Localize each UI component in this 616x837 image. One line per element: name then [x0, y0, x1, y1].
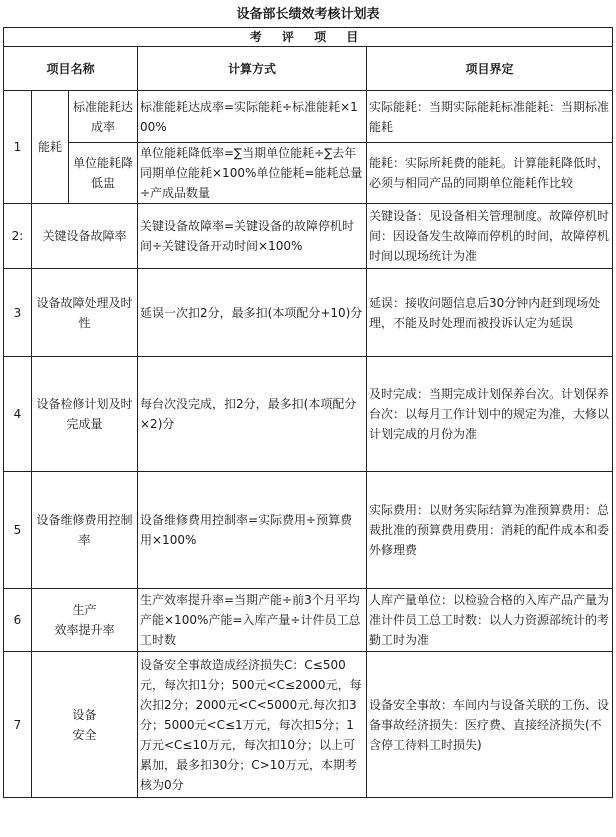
table-row — [4, 269, 613, 357]
row-definition: 设备安全事故：车间内与设备关联的工伤、设备事故经济损失：医疗费、直接经济损失(不含停工待料工时损失) — [367, 652, 613, 798]
header-calc-method: 计算方式 — [138, 47, 367, 91]
row-definition: 延误：接收问题信息后30分钟内赶到现场处理，不能及时处理而被投诉认定为延误 — [367, 269, 613, 357]
row-subname: 单位能耗降低盅 — [69, 143, 138, 204]
row-name-line: 安全 — [72, 727, 97, 742]
row-name: 关键设备故障率 — [32, 204, 138, 269]
row-calc: 设备维修费用控制率=实际费用÷预算费用×100% — [138, 472, 367, 589]
row-definition: 能耗：实际所耗费的能耗。计算能耗降低时，必须与相同产品的同期单位能耗作比较 — [367, 143, 613, 204]
row-definition: 实际能耗：当期实际能耗标准能耗：当期标准能耗 — [367, 91, 613, 143]
table-row — [4, 472, 613, 589]
row-number: 1 — [4, 91, 32, 204]
table-row — [4, 589, 613, 652]
table-row — [4, 357, 613, 472]
row-calc: 关键设备故障率=关键设备的故障停机时间÷关键设备开动时间×100% — [138, 204, 367, 269]
row-name-line: 生产 — [72, 603, 97, 617]
row-name-line: 效率提升率 — [54, 623, 115, 637]
row-calc: 延误一次扣2分，最多扣(本项配分+10)分 — [138, 269, 367, 357]
row-definition: 关键设备：见设备相关管理制度。故障停机时间：因设备发生故障而停机的时间，故障停机时间以现场统计为准 — [367, 204, 613, 269]
row-number: 4 — [4, 357, 32, 472]
header-definition: 项目界定 — [367, 47, 613, 91]
row-subname: 标准能耗达成率 — [69, 91, 138, 143]
group-header: 考 评 项 目 — [4, 28, 613, 47]
table-row — [4, 91, 613, 143]
assessment-table — [3, 27, 613, 798]
row-calc: 每台次没完成，扣2分，最多扣(本项配分×2)分 — [138, 357, 367, 472]
row-number: 3 — [4, 269, 32, 357]
row-name: 设备检修计划及时完成量 — [32, 357, 138, 472]
row-calc: 单位能耗降低率=∑当期单位能耗÷∑去年同期单位能耗×100%单位能耗=能耗总量÷产成品数量 — [138, 143, 367, 204]
row-name: 设备故障处理及时性 — [32, 269, 138, 357]
row-calc: 标准能耗达成率=实际能耗÷标准能耗×100% — [138, 91, 367, 143]
header-item-name: 项目名称 — [4, 47, 138, 91]
row-calc: 生产效率提升率=当期产能÷前3个月平均产能×100%产能=入库产量÷计件员工总工时数 — [138, 589, 367, 652]
row-definition: 及时完成：当期完成计划保养台次。计划保养台次：以每月工作计划中的规定为准，大修以计划完成的月份为准 — [367, 357, 613, 472]
row-name-line: 设备 — [72, 707, 97, 722]
row-definition: 实际费用：以财务实际结算为准预算费用：总裁批准的预算费用费用：消耗的配件成本和委外修理费 — [367, 472, 613, 589]
row-definition: 人库产量单位：以检验合格的入库产品产量为准计件员工总工时数：以人力资源部统计的考勤工时为准 — [367, 589, 613, 652]
table-row — [4, 204, 613, 269]
row-name: 能耗 — [32, 91, 69, 204]
row-number: 6 — [4, 589, 32, 652]
page-title: 设备部长绩效考核计划表 — [236, 7, 380, 22]
table-row — [4, 143, 613, 204]
row-name — [32, 652, 138, 798]
row-number: 2: — [4, 204, 32, 269]
row-number: 7 — [4, 652, 32, 798]
row-number: 5 — [4, 472, 32, 589]
row-calc: 设备安全事故造成经济损失C：C≤500元，每次扣1分；500元<C≤2000元，每次扣2分；2000元<C<5000元.每次扣3分；5000元<C≤1万元，每次扣5分；1万元<C≤10万元，每次扣10分；以上可累加，最多扣30分；C>10万元，本期考核为0分 — [138, 652, 367, 798]
row-name: 设备维修费用控制率 — [32, 472, 138, 589]
row-name — [32, 589, 138, 652]
table-row — [4, 652, 613, 798]
